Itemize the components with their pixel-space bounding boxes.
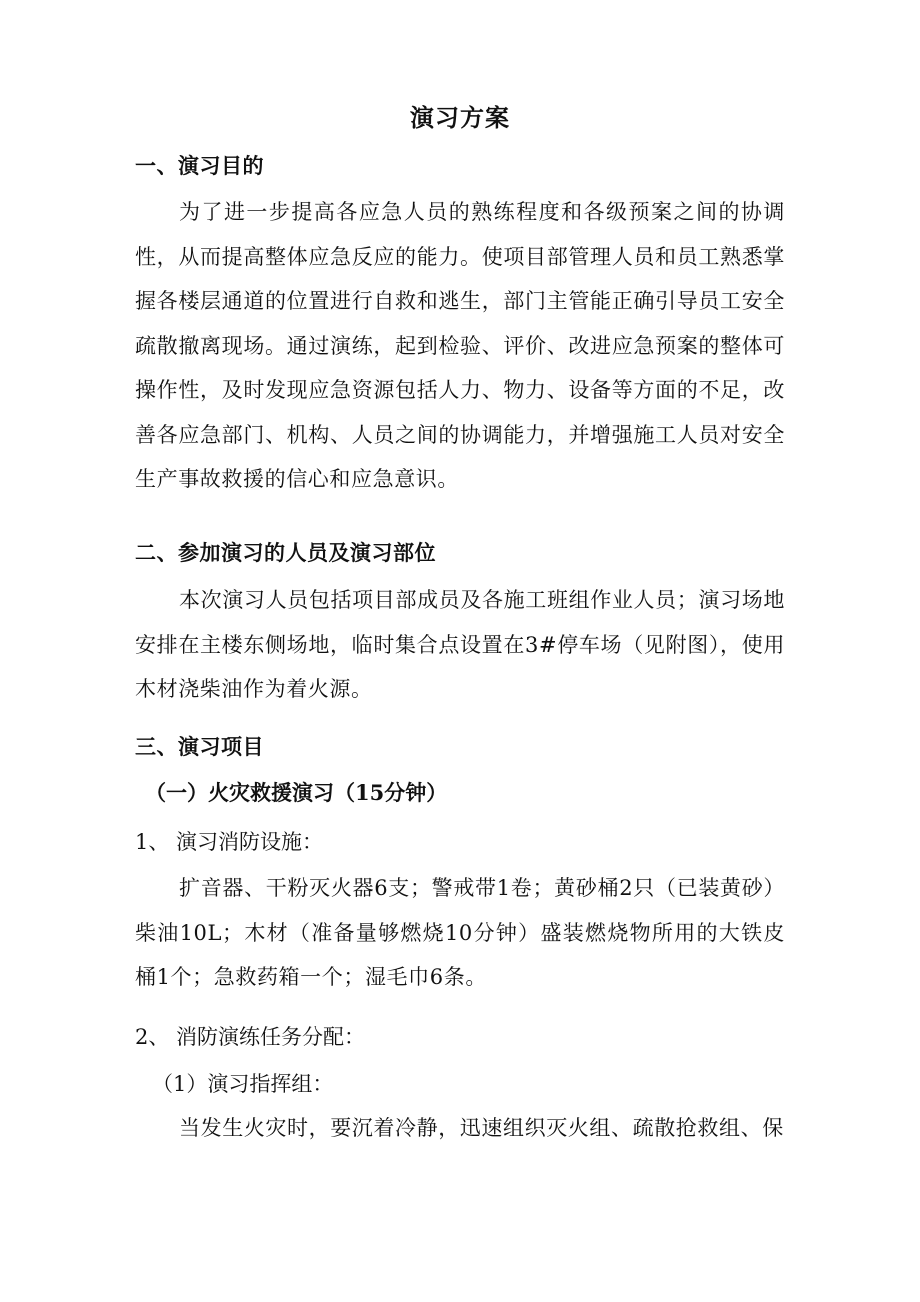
section-paragraph-participants: 本次演习人员包括项目部成员及各施工班组作业人员；演习场地安排在主楼东侧场地，临时集合点设置在3#停车场（见附图），使用木材浇柴油作为着火源。 <box>135 588 785 701</box>
section-heading-purpose: 一、演习目的 <box>135 153 264 178</box>
list-item-facilities: 1、 演习消防设施： <box>135 830 324 854</box>
facilities-paragraph: 扩音器、干粉灭火器6支；警戒带1卷；黄砂桶2只（已装黄砂）柴油10L；木材（准备量够燃烧10分钟）盛装燃烧物所用的大铁皮 桶1个；急救药箱一个；湿毛巾6条。 <box>135 876 785 989</box>
section-paragraph-purpose: 为了进一步提高各应急人员的熟练程度和各级预案之间的协调性，从而提高整体应急反应的能力。使项目部管理人员和员工熟悉掌握各楼层通道的位置进行自救和逃生，部门主管能正确引导员工安全疏散撤离现场。通过演练，起到检验、评价、改进应急预案的整体可操作性，及时发现应急资源包括人力、物力、设备等方面的不足，改善各应急部门、机构、人员之间的协调能力，并增强施工人员对安全生产事故救援的信心和应急意识。 <box>135 200 785 491</box>
section-heading-participants: 二、参加演习的人员及演习部位 <box>135 540 436 565</box>
list-item-task-assignment: 2、 消防演练任务分配： <box>135 1025 366 1049</box>
section-heading-items: 三、演习项目 <box>135 734 264 759</box>
sub-list-item-command-group: （1）演习指挥组： <box>152 1072 334 1096</box>
subsection-heading-fire-rescue: （一）火灾救援演习（15分钟） <box>145 780 448 805</box>
command-group-paragraph: 当发生火灾时，要沉着冷静，迅速组织灭火组、疏散抢救组、保 <box>179 1116 784 1140</box>
document-title: 演习方案 <box>410 103 510 132</box>
